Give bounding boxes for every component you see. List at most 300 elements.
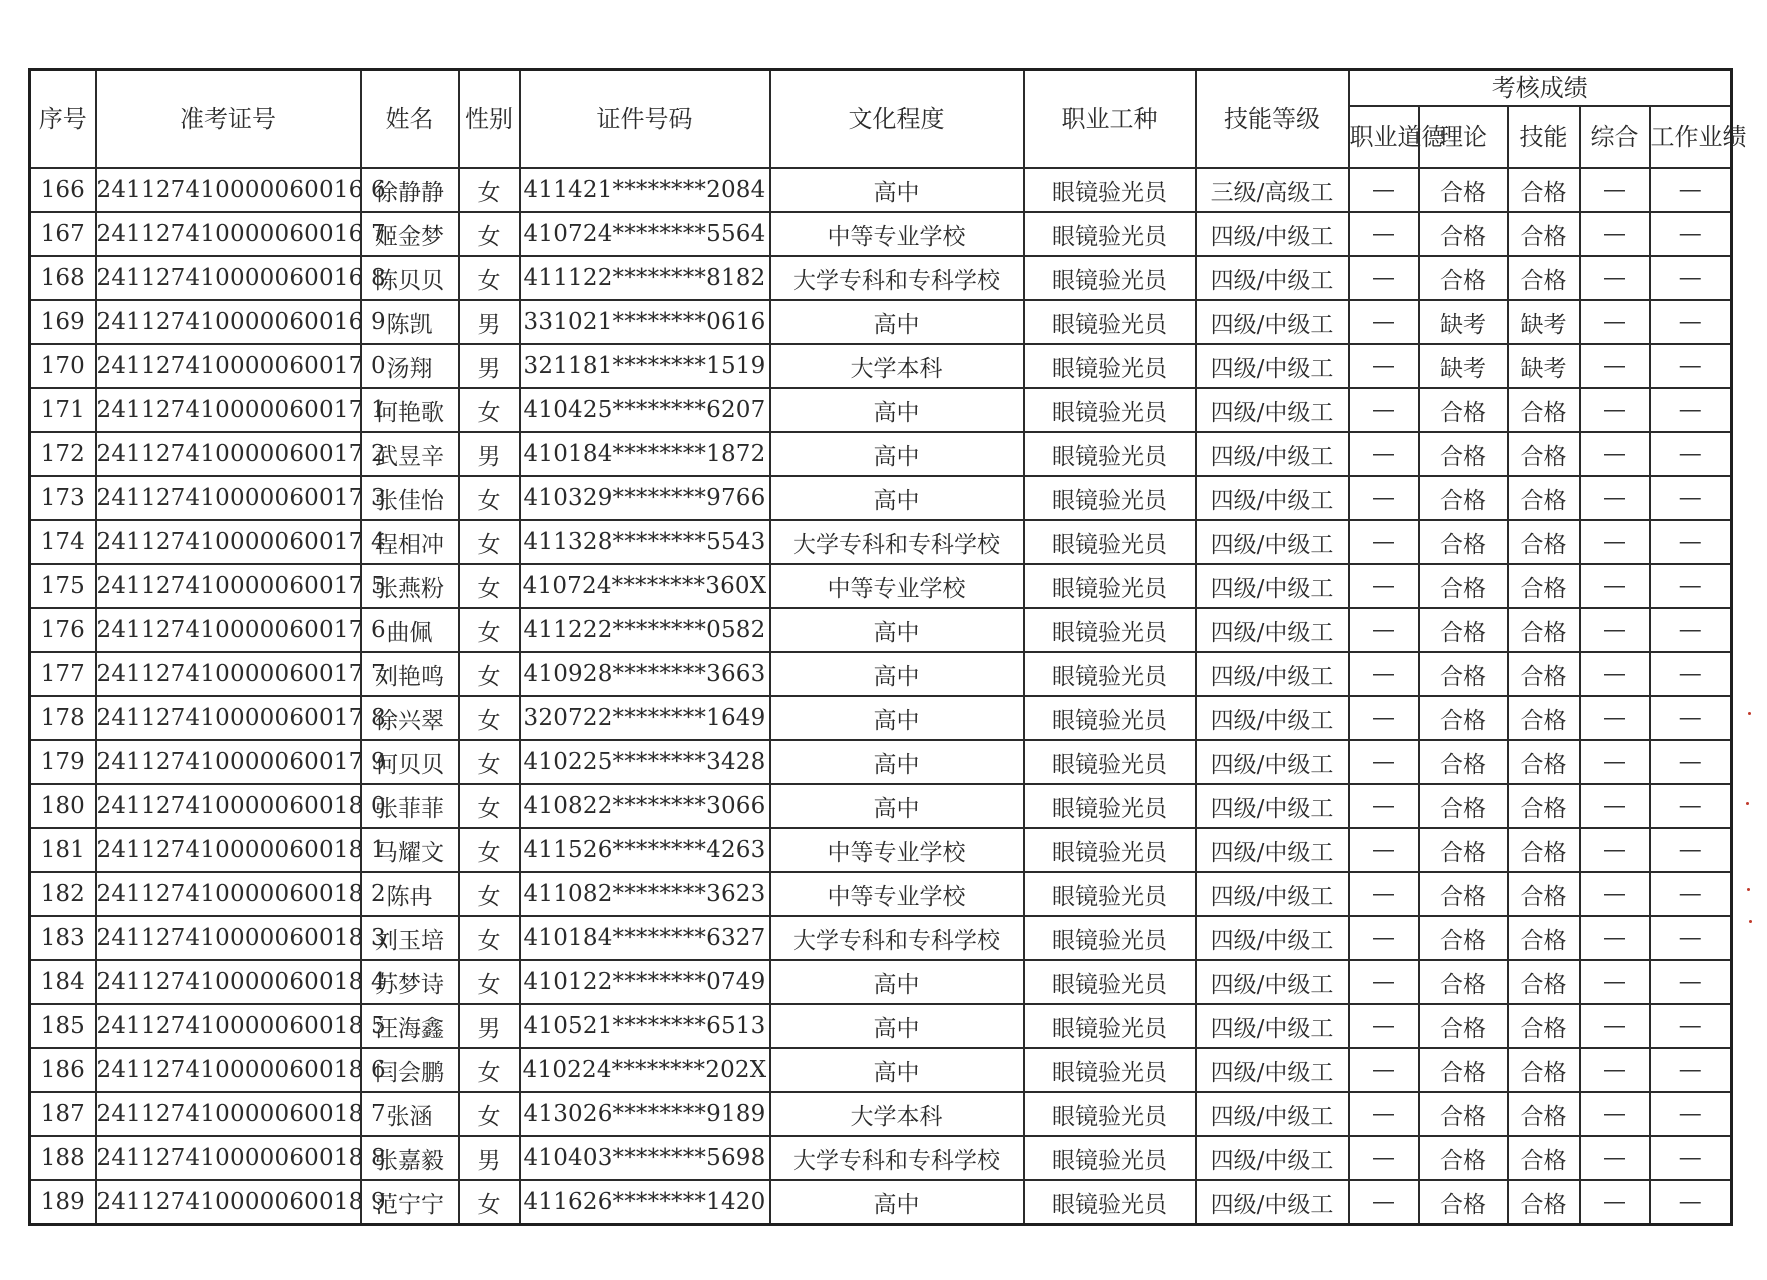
cell-seq: 174 — [30, 520, 96, 564]
table-row — [30, 300, 1732, 344]
cell-id-no: 410122********0749 — [520, 960, 770, 1004]
cell-skill-level: 四级/中级工 — [1196, 344, 1349, 388]
cell-name: 汤翔 — [361, 344, 459, 388]
scan-speck — [1746, 802, 1749, 805]
cell-theory: 合格 — [1419, 168, 1508, 212]
table-row — [30, 872, 1732, 916]
cell-education: 高中 — [770, 388, 1024, 432]
cell-skill-level: 四级/中级工 — [1196, 1180, 1349, 1225]
table-row — [30, 828, 1732, 872]
cell-education: 高中 — [770, 960, 1024, 1004]
table-row — [30, 608, 1732, 652]
cell-gender: 女 — [459, 1092, 520, 1136]
cell-name: 徐静静 — [361, 168, 459, 212]
cell-occupation: 眼镜验光员 — [1024, 784, 1196, 828]
cell-comprehensive: — — [1580, 784, 1650, 828]
cell-occupation: 眼镜验光员 — [1024, 740, 1196, 784]
cell-education: 高中 — [770, 476, 1024, 520]
header-name: 姓名 — [361, 70, 459, 169]
cell-skill: 合格 — [1508, 432, 1580, 476]
cell-skill-level: 四级/中级工 — [1196, 1004, 1349, 1048]
cell-skill: 合格 — [1508, 1092, 1580, 1136]
cell-skill: 合格 — [1508, 916, 1580, 960]
cell-occupation: 眼镜验光员 — [1024, 696, 1196, 740]
cell-occupation: 眼镜验光员 — [1024, 388, 1196, 432]
cell-ethics: — — [1349, 960, 1419, 1004]
cell-skill: 合格 — [1508, 1048, 1580, 1092]
cell-theory: 合格 — [1419, 1048, 1508, 1092]
cell-seq: 171 — [30, 388, 96, 432]
cell-theory: 合格 — [1419, 476, 1508, 520]
cell-name: 苏梦诗 — [361, 960, 459, 1004]
cell-ticket: 241127410000060018 8 — [96, 1136, 361, 1180]
cell-performance: — — [1650, 256, 1732, 300]
cell-education: 高中 — [770, 1004, 1024, 1048]
cell-ticket: 241127410000060017 4 — [96, 520, 361, 564]
cell-performance: — — [1650, 1136, 1732, 1180]
cell-skill: 合格 — [1508, 476, 1580, 520]
cell-performance: — — [1650, 564, 1732, 608]
cell-comprehensive: — — [1580, 212, 1650, 256]
cell-skill: 合格 — [1508, 256, 1580, 300]
cell-education: 高中 — [770, 784, 1024, 828]
cell-gender: 女 — [459, 916, 520, 960]
cell-skill: 缺考 — [1508, 344, 1580, 388]
cell-name: 张涵 — [361, 1092, 459, 1136]
cell-skill-level: 四级/中级工 — [1196, 1136, 1349, 1180]
roster-table — [28, 68, 1747, 1226]
cell-name: 姬金梦 — [361, 212, 459, 256]
cell-ethics: — — [1349, 784, 1419, 828]
table-row — [30, 1004, 1732, 1048]
cell-id-no: 411122********8182 — [520, 256, 770, 300]
cell-comprehensive: — — [1580, 432, 1650, 476]
cell-seq: 185 — [30, 1004, 96, 1048]
cell-gender: 女 — [459, 872, 520, 916]
cell-skill-level: 四级/中级工 — [1196, 608, 1349, 652]
header-seq: 序号 — [30, 70, 96, 169]
cell-ticket: 241127410000060016 8 — [96, 256, 361, 300]
cell-name: 刘玉培 — [361, 916, 459, 960]
cell-name: 张燕粉 — [361, 564, 459, 608]
cell-id-no: 411421********2084 — [520, 168, 770, 212]
cell-skill-level: 四级/中级工 — [1196, 960, 1349, 1004]
cell-education: 高中 — [770, 740, 1024, 784]
cell-comprehensive: — — [1580, 1180, 1650, 1225]
cell-id-no: 331021********0616 — [520, 300, 770, 344]
cell-comprehensive: — — [1580, 828, 1650, 872]
cell-skill-level: 四级/中级工 — [1196, 256, 1349, 300]
scan-speck — [1748, 712, 1751, 715]
cell-theory: 合格 — [1419, 432, 1508, 476]
cell-education: 高中 — [770, 432, 1024, 476]
cell-theory: 合格 — [1419, 916, 1508, 960]
cell-name: 曲佩 — [361, 608, 459, 652]
cell-ticket: 241127410000060017 6 — [96, 608, 361, 652]
cell-skill: 合格 — [1508, 784, 1580, 828]
cell-ticket: 241127410000060017 7 — [96, 652, 361, 696]
cell-ticket: 241127410000060017 1 — [96, 388, 361, 432]
cell-performance: — — [1650, 872, 1732, 916]
cell-ticket: 241127410000060018 2 — [96, 872, 361, 916]
cell-gender: 女 — [459, 256, 520, 300]
cell-gender: 女 — [459, 168, 520, 212]
cell-seq: 170 — [30, 344, 96, 388]
cell-performance: — — [1650, 212, 1732, 256]
header-ethics: 职业道德 — [1349, 106, 1419, 168]
cell-ticket: 241127410000060018 0 — [96, 784, 361, 828]
cell-theory: 缺考 — [1419, 344, 1508, 388]
cell-occupation: 眼镜验光员 — [1024, 1136, 1196, 1180]
cell-theory: 合格 — [1419, 828, 1508, 872]
cell-name: 张菲菲 — [361, 784, 459, 828]
cell-comprehensive: — — [1580, 388, 1650, 432]
table-row — [30, 388, 1732, 432]
cell-ethics: — — [1349, 916, 1419, 960]
cell-ticket: 241127410000060017 9 — [96, 740, 361, 784]
cell-occupation: 眼镜验光员 — [1024, 652, 1196, 696]
cell-education: 大学专科和专科学校 — [770, 1136, 1024, 1180]
cell-education: 高中 — [770, 652, 1024, 696]
cell-skill: 缺考 — [1508, 300, 1580, 344]
table-row — [30, 1136, 1732, 1180]
cell-id-no: 410184********6327 — [520, 916, 770, 960]
cell-ethics: — — [1349, 432, 1419, 476]
cell-theory: 合格 — [1419, 1004, 1508, 1048]
cell-skill-level: 四级/中级工 — [1196, 300, 1349, 344]
cell-gender: 女 — [459, 212, 520, 256]
table-row — [30, 1092, 1732, 1136]
cell-occupation: 眼镜验光员 — [1024, 344, 1196, 388]
scan-speck — [1747, 888, 1750, 891]
cell-skill: 合格 — [1508, 212, 1580, 256]
cell-skill: 合格 — [1508, 828, 1580, 872]
cell-seq: 184 — [30, 960, 96, 1004]
cell-gender: 女 — [459, 960, 520, 1004]
header-occupation: 职业工种 — [1024, 70, 1196, 169]
cell-ethics: — — [1349, 872, 1419, 916]
cell-ethics: — — [1349, 1048, 1419, 1092]
cell-ticket: 241127410000060018 9 — [96, 1180, 361, 1225]
cell-skill-level: 四级/中级工 — [1196, 740, 1349, 784]
cell-occupation: 眼镜验光员 — [1024, 828, 1196, 872]
cell-comprehensive: — — [1580, 1004, 1650, 1048]
cell-theory: 合格 — [1419, 696, 1508, 740]
cell-id-no: 410928********3663 — [520, 652, 770, 696]
cell-id-no: 411222********0582 — [520, 608, 770, 652]
cell-gender: 男 — [459, 300, 520, 344]
cell-ethics: — — [1349, 740, 1419, 784]
cell-theory: 合格 — [1419, 256, 1508, 300]
cell-ethics: — — [1349, 168, 1419, 212]
cell-occupation: 眼镜验光员 — [1024, 960, 1196, 1004]
cell-skill: 合格 — [1508, 872, 1580, 916]
cell-comprehensive: — — [1580, 168, 1650, 212]
cell-name: 武昱辛 — [361, 432, 459, 476]
cell-name: 张佳怡 — [361, 476, 459, 520]
cell-ticket: 241127410000060018 4 — [96, 960, 361, 1004]
cell-education: 中等专业学校 — [770, 872, 1024, 916]
cell-skill: 合格 — [1508, 388, 1580, 432]
cell-ethics: — — [1349, 476, 1419, 520]
cell-id-no: 321181********1519 — [520, 344, 770, 388]
cell-comprehensive: — — [1580, 696, 1650, 740]
cell-seq: 169 — [30, 300, 96, 344]
cell-skill-level: 四级/中级工 — [1196, 476, 1349, 520]
cell-ticket: 241127410000060018 6 — [96, 1048, 361, 1092]
cell-name: 闫会鹏 — [361, 1048, 459, 1092]
cell-comprehensive: — — [1580, 652, 1650, 696]
cell-comprehensive: — — [1580, 300, 1650, 344]
cell-performance: — — [1650, 652, 1732, 696]
cell-performance: — — [1650, 520, 1732, 564]
cell-comprehensive: — — [1580, 1048, 1650, 1092]
cell-skill: 合格 — [1508, 564, 1580, 608]
header-ticket: 准考证号 — [96, 70, 361, 169]
cell-name: 徐兴翠 — [361, 696, 459, 740]
cell-occupation: 眼镜验光员 — [1024, 1092, 1196, 1136]
cell-education: 高中 — [770, 608, 1024, 652]
cell-skill: 合格 — [1508, 1180, 1580, 1225]
cell-education: 中等专业学校 — [770, 212, 1024, 256]
table-row — [30, 784, 1732, 828]
cell-theory: 合格 — [1419, 960, 1508, 1004]
table-row — [30, 1180, 1732, 1225]
table-row — [30, 696, 1732, 740]
header-scores-group: 考核成绩 — [1349, 70, 1732, 107]
table-row — [30, 168, 1732, 212]
cell-education: 高中 — [770, 696, 1024, 740]
cell-id-no: 411082********3623 — [520, 872, 770, 916]
cell-performance: — — [1650, 388, 1732, 432]
cell-gender: 男 — [459, 432, 520, 476]
cell-seq: 177 — [30, 652, 96, 696]
cell-education: 大学专科和专科学校 — [770, 916, 1024, 960]
cell-comprehensive: — — [1580, 740, 1650, 784]
cell-gender: 女 — [459, 1180, 520, 1225]
cell-gender: 男 — [459, 344, 520, 388]
cell-skill: 合格 — [1508, 1004, 1580, 1048]
cell-ethics: — — [1349, 212, 1419, 256]
cell-ethics: — — [1349, 300, 1419, 344]
cell-ticket: 241127410000060017 8 — [96, 696, 361, 740]
cell-performance: — — [1650, 696, 1732, 740]
cell-gender: 女 — [459, 652, 520, 696]
cell-ethics: — — [1349, 344, 1419, 388]
cell-ticket: 241127410000060018 7 — [96, 1092, 361, 1136]
cell-seq: 172 — [30, 432, 96, 476]
cell-skill-level: 四级/中级工 — [1196, 696, 1349, 740]
cell-occupation: 眼镜验光员 — [1024, 256, 1196, 300]
cell-theory: 合格 — [1419, 608, 1508, 652]
cell-name: 汪海鑫 — [361, 1004, 459, 1048]
cell-theory: 合格 — [1419, 1180, 1508, 1225]
cell-ethics: — — [1349, 1092, 1419, 1136]
cell-seq: 178 — [30, 696, 96, 740]
cell-performance: — — [1650, 1048, 1732, 1092]
cell-theory: 合格 — [1419, 564, 1508, 608]
cell-skill-level: 四级/中级工 — [1196, 872, 1349, 916]
cell-seq: 183 — [30, 916, 96, 960]
cell-ticket: 241127410000060016 6 — [96, 168, 361, 212]
cell-seq: 188 — [30, 1136, 96, 1180]
table-row — [30, 212, 1732, 256]
cell-performance: — — [1650, 1092, 1732, 1136]
cell-skill-level: 四级/中级工 — [1196, 828, 1349, 872]
cell-seq: 181 — [30, 828, 96, 872]
cell-seq: 176 — [30, 608, 96, 652]
cell-name: 范宁宁 — [361, 1180, 459, 1225]
cell-skill-level: 四级/中级工 — [1196, 520, 1349, 564]
cell-comprehensive: — — [1580, 564, 1650, 608]
cell-seq: 182 — [30, 872, 96, 916]
cell-performance: — — [1650, 608, 1732, 652]
cell-education: 高中 — [770, 1180, 1024, 1225]
cell-ethics: — — [1349, 696, 1419, 740]
cell-ethics: — — [1349, 1136, 1419, 1180]
table-row — [30, 344, 1732, 388]
cell-occupation: 眼镜验光员 — [1024, 476, 1196, 520]
cell-ethics: — — [1349, 564, 1419, 608]
cell-id-no: 411526********4263 — [520, 828, 770, 872]
table-row — [30, 652, 1732, 696]
cell-ethics: — — [1349, 256, 1419, 300]
cell-name: 刘艳鸣 — [361, 652, 459, 696]
cell-id-no: 410224********202X — [520, 1048, 770, 1092]
cell-seq: 179 — [30, 740, 96, 784]
cell-occupation: 眼镜验光员 — [1024, 1180, 1196, 1225]
cell-skill-level: 四级/中级工 — [1196, 212, 1349, 256]
cell-id-no: 410425********6207 — [520, 388, 770, 432]
cell-ticket: 241127410000060017 5 — [96, 564, 361, 608]
cell-seq: 180 — [30, 784, 96, 828]
table-row — [30, 432, 1732, 476]
cell-ticket: 241127410000060017 2 — [96, 432, 361, 476]
cell-gender: 女 — [459, 608, 520, 652]
cell-ethics: — — [1349, 1180, 1419, 1225]
cell-skill-level: 四级/中级工 — [1196, 388, 1349, 432]
cell-comprehensive: — — [1580, 1136, 1650, 1180]
cell-performance: — — [1650, 432, 1732, 476]
cell-skill: 合格 — [1508, 520, 1580, 564]
cell-comprehensive: — — [1580, 256, 1650, 300]
cell-occupation: 眼镜验光员 — [1024, 608, 1196, 652]
cell-performance: — — [1650, 784, 1732, 828]
cell-name: 程相冲 — [361, 520, 459, 564]
cell-theory: 合格 — [1419, 784, 1508, 828]
cell-ticket: 241127410000060018 1 — [96, 828, 361, 872]
cell-ticket: 241127410000060017 3 — [96, 476, 361, 520]
cell-name: 何贝贝 — [361, 740, 459, 784]
cell-education: 高中 — [770, 168, 1024, 212]
cell-occupation: 眼镜验光员 — [1024, 916, 1196, 960]
cell-comprehensive: — — [1580, 872, 1650, 916]
cell-id-no: 410329********9766 — [520, 476, 770, 520]
table-row — [30, 960, 1732, 1004]
cell-skill: 合格 — [1508, 652, 1580, 696]
cell-skill: 合格 — [1508, 960, 1580, 1004]
cell-id-no: 410724********5564 — [520, 212, 770, 256]
cell-seq: 173 — [30, 476, 96, 520]
cell-gender: 男 — [459, 1136, 520, 1180]
cell-ticket: 241127410000060017 0 — [96, 344, 361, 388]
header-skill-level: 技能等级 — [1196, 70, 1349, 169]
header-skill: 技能 — [1508, 106, 1580, 168]
table-row — [30, 1048, 1732, 1092]
cell-ethics: — — [1349, 388, 1419, 432]
cell-seq: 167 — [30, 212, 96, 256]
cell-id-no: 410403********5698 — [520, 1136, 770, 1180]
cell-performance: — — [1650, 1180, 1732, 1225]
cell-comprehensive: — — [1580, 520, 1650, 564]
cell-gender: 女 — [459, 520, 520, 564]
cell-seq: 166 — [30, 168, 96, 212]
cell-performance: — — [1650, 828, 1732, 872]
cell-performance: — — [1650, 300, 1732, 344]
cell-gender: 女 — [459, 696, 520, 740]
cell-gender: 女 — [459, 564, 520, 608]
cell-education: 高中 — [770, 300, 1024, 344]
cell-education: 大学本科 — [770, 344, 1024, 388]
scan-speck — [1749, 920, 1752, 923]
cell-id-no: 411626********1420 — [520, 1180, 770, 1225]
cell-skill-level: 四级/中级工 — [1196, 916, 1349, 960]
cell-gender: 女 — [459, 740, 520, 784]
cell-id-no: 413026********9189 — [520, 1092, 770, 1136]
cell-ethics: — — [1349, 1004, 1419, 1048]
header-gender: 性别 — [459, 70, 520, 169]
cell-ethics: — — [1349, 608, 1419, 652]
cell-name: 陈凯 — [361, 300, 459, 344]
cell-occupation: 眼镜验光员 — [1024, 168, 1196, 212]
header-comprehensive: 综合 — [1580, 106, 1650, 168]
cell-occupation: 眼镜验光员 — [1024, 432, 1196, 476]
cell-performance: — — [1650, 740, 1732, 784]
cell-gender: 男 — [459, 1004, 520, 1048]
table-row — [30, 916, 1732, 960]
cell-theory: 合格 — [1419, 388, 1508, 432]
cell-occupation: 眼镜验光员 — [1024, 212, 1196, 256]
cell-comprehensive: — — [1580, 344, 1650, 388]
cell-ticket: 241127410000060018 5 — [96, 1004, 361, 1048]
cell-name: 何艳歌 — [361, 388, 459, 432]
cell-id-no: 411328********5543 — [520, 520, 770, 564]
cell-id-no: 410225********3428 — [520, 740, 770, 784]
cell-skill-level: 四级/中级工 — [1196, 784, 1349, 828]
cell-performance: — — [1650, 476, 1732, 520]
roster-sheet — [28, 68, 1747, 1226]
cell-ticket: 241127410000060016 7 — [96, 212, 361, 256]
cell-occupation: 眼镜验光员 — [1024, 1048, 1196, 1092]
cell-education: 大学本科 — [770, 1092, 1024, 1136]
cell-skill: 合格 — [1508, 740, 1580, 784]
cell-theory: 合格 — [1419, 520, 1508, 564]
cell-performance: — — [1650, 344, 1732, 388]
cell-seq: 187 — [30, 1092, 96, 1136]
cell-education: 中等专业学校 — [770, 828, 1024, 872]
table-row — [30, 564, 1732, 608]
cell-performance: — — [1650, 1004, 1732, 1048]
cell-name: 陈冉 — [361, 872, 459, 916]
cell-id-no: 320722********1649 — [520, 696, 770, 740]
table-row — [30, 476, 1732, 520]
cell-theory: 合格 — [1419, 1136, 1508, 1180]
cell-skill-level: 四级/中级工 — [1196, 1048, 1349, 1092]
cell-seq: 189 — [30, 1180, 96, 1225]
cell-ethics: — — [1349, 652, 1419, 696]
cell-id-no: 410184********1872 — [520, 432, 770, 476]
table-header — [30, 70, 1747, 169]
